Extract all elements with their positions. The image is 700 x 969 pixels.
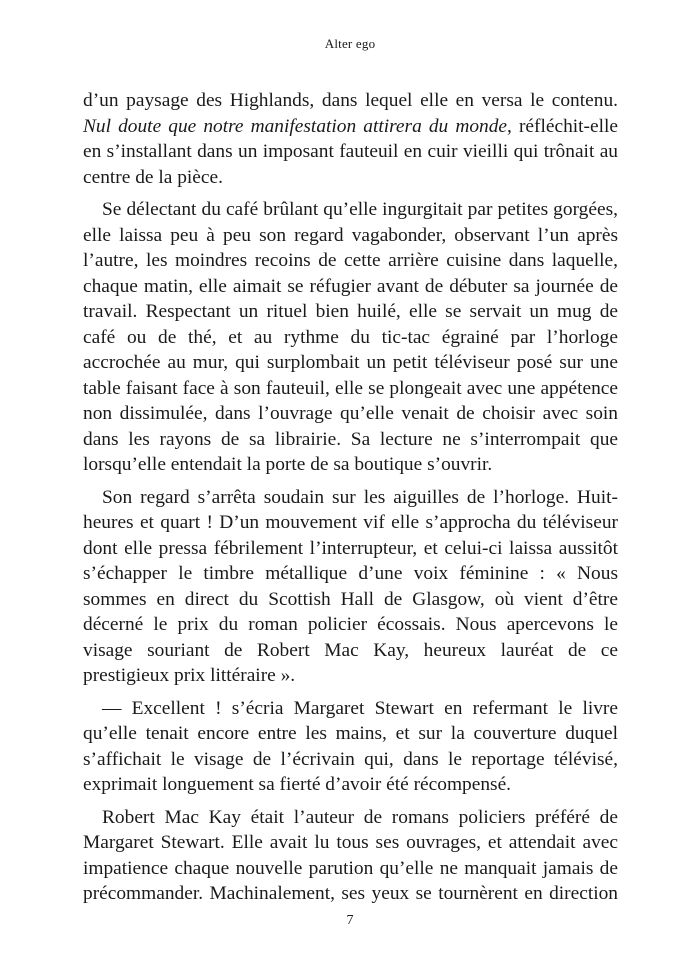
paragraph-4: — Excellent ! s’écria Margaret Stewart en refermant le livre qu’elle tenait encore entre les mains, et sur la couverture duquel s’affichait le visage de l’écrivain qui, dans le reportage télévisé, exprimait longuement sa fierté d’avoir été récompensé. [83,697,618,795]
paragraph-1 [83,88,618,190]
page-number: 7 [346,913,354,928]
paragraph-3: Son regard s’arrêta soudain sur les aiguilles de l’horloge. Huit-heures et quart ! D’un mouvement vif elle s’approcha du téléviseur dont elle pressa fébrilement l’interrupteur, et celui-ci laissa aussitôt s’échapper le timbre métallique d’une voix féminine : « Nous sommes en direct du Scottish Hall de Glasgow, où vient d’être décerné le prix du roman policier écossais. Nous apercevons le visage souriant de Robert Mac Kay, heureux lauréat de ce prestigieux prix littéraire ». [83,486,618,686]
paragraph-1-end: , réfléchit-elle en s’installant dans un imposant fauteuil en cuir vieilli qui trônait au centre de la pièce. [83,115,618,188]
running-header: Alter ego [324,36,376,51]
paragraph-1-start: d’un paysage des Highlands, dans lequel elle en versa le contenu. [83,90,618,111]
paragraph-1-italic-thought: Nul doute que notre manifestation attirera du monde [83,115,508,137]
paragraph-2: Se délectant du café brûlant qu’elle ingurgitait par petites gorgées, elle laissa peu à peu son regard vagabonder, observant l’un après l’autre, les moindres recoins de cette arrière cuisine dans laquelle, chaque matin, elle aimait se réfugier avant de débuter sa journée de travail. Respectant un rituel bien huilé, elle se servait un mug de café ou de thé, et au rythme du tic-tac égrainé par l’horloge accrochée au mur, qui surplombait un petit téléviseur posé sur une table faisant face à son fauteuil, elle se plongeait avec une appétence non dissimulée, dans l’ouvrage qu’elle venait de choisir avec soin dans les rayons de sa librairie. Sa lecture ne s’interrompait que lorsqu’elle entendait la porte de sa boutique s’ouvrir. [83,199,618,475]
paragraph-5: Robert Mac Kay était l’auteur de romans policiers préféré de Margaret Stewart. Elle avait lu tous ses ouvrages, et attendait avec impatience chaque nouvelle parution qu’elle ne manquait jamais de précommander. Machinalement, ses yeux se tournèrent en direction [83,806,618,904]
body-text [83,88,618,914]
